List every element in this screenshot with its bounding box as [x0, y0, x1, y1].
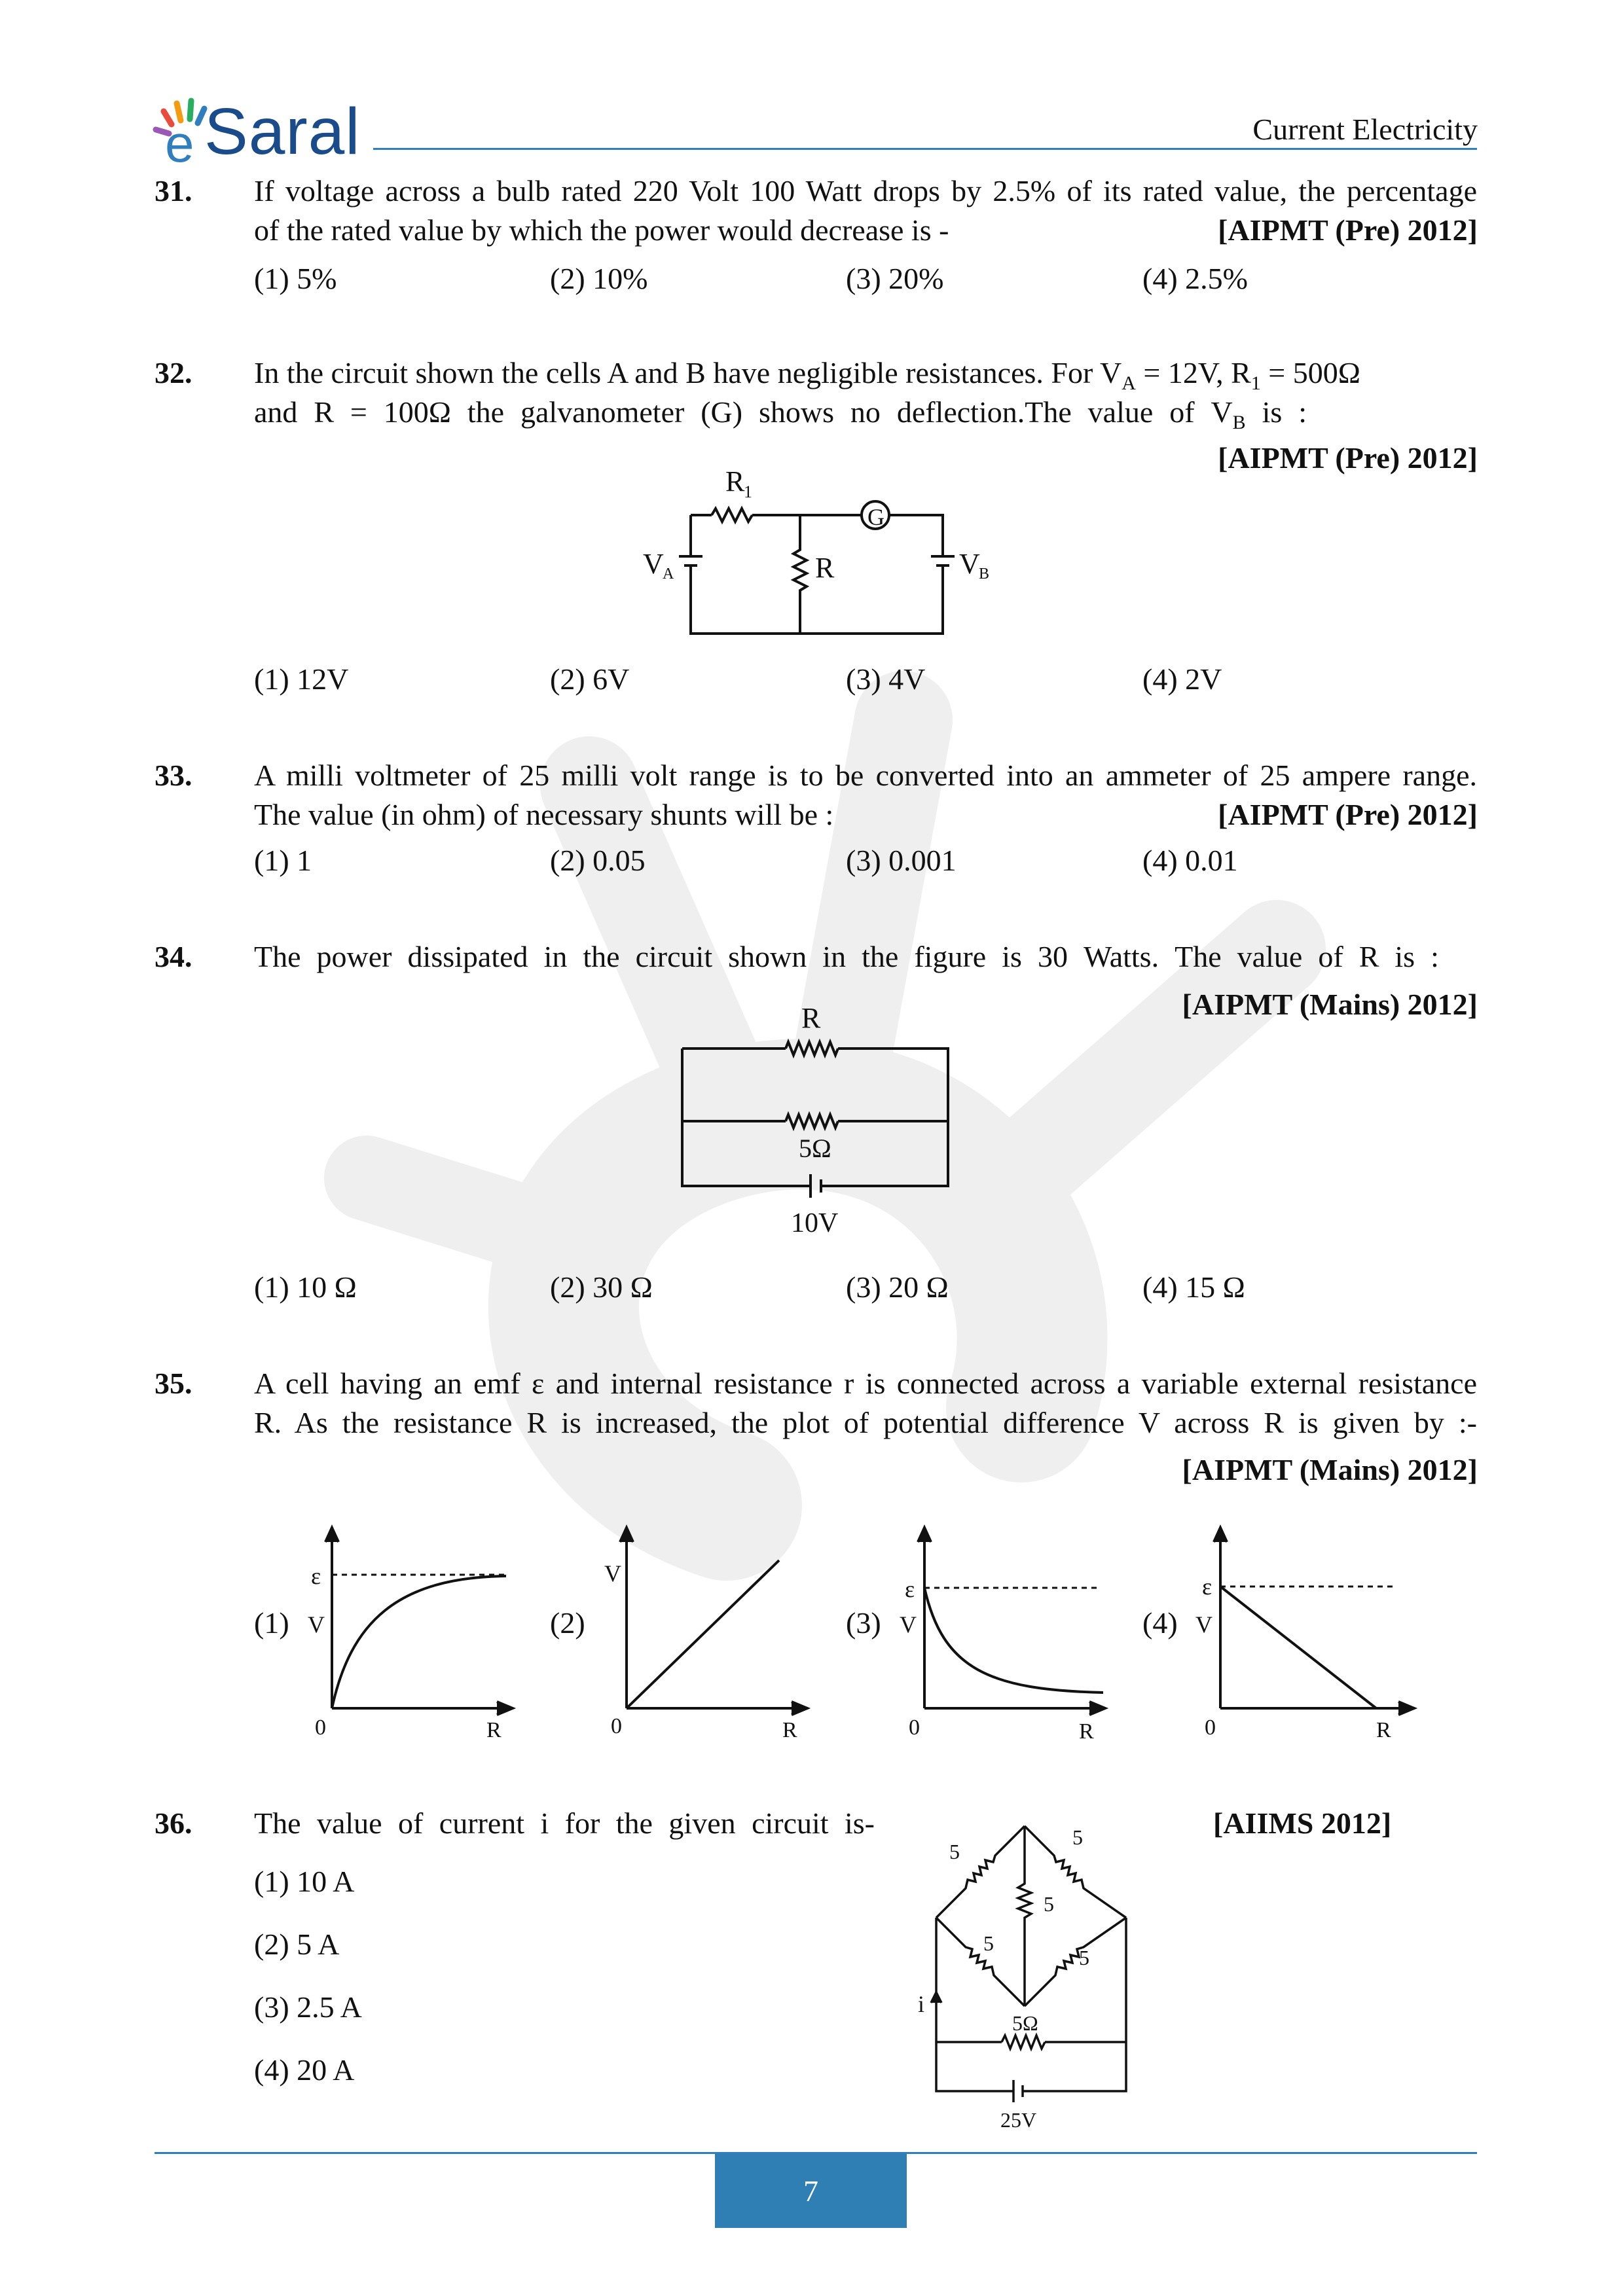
question-text: and R = 100Ω the galvanometer (G) shows no deflection.The value of $V_B$ is : — [254, 395, 1307, 434]
question-number: 31. — [155, 174, 192, 207]
svg-text:V: V — [900, 1611, 917, 1638]
question-text: The value (in ohm) of necessary shunts will be : — [254, 798, 834, 831]
exam-tag: [AIIMS 2012] — [1213, 1806, 1392, 1840]
svg-text:V: V — [308, 1611, 325, 1638]
option[interactable]: (1) 1 — [254, 844, 312, 877]
option[interactable]: (2) — [550, 1606, 585, 1640]
graph-option-1 — [298, 1518, 527, 1741]
exam-tag: [AIPMT (Pre) 2012] — [1218, 213, 1478, 247]
svg-text:ε: ε — [1202, 1573, 1213, 1600]
option[interactable]: (1) — [254, 1606, 289, 1640]
question-text: R. As the resistance R is increased, the plot of potential difference V across R is given by :- — [254, 1406, 1477, 1439]
svg-text:R: R — [782, 1718, 797, 1741]
circuit-diagram-q32 — [629, 458, 1021, 641]
svg-text:V: V — [1195, 1611, 1213, 1638]
svg-text:0: 0 — [1205, 1715, 1216, 1740]
option[interactable]: (2) 0.05 — [550, 844, 646, 877]
logo-text: Saral — [204, 95, 361, 168]
svg-text:5: 5 — [983, 1931, 994, 1955]
option[interactable]: (3) 20 Ω — [846, 1270, 949, 1304]
svg-text:0: 0 — [611, 1714, 622, 1738]
question-text: If voltage across a bulb rated 220 Volt 100 Watt drops by 2.5% of its rated value, the percentage — [254, 174, 1477, 207]
option[interactable]: (4) 0.01 — [1142, 844, 1238, 877]
question-text: In the circuit shown the cells A and B have negligible resistances. For $V_A = 12V$, $R_1 = 500\Omega$ — [254, 356, 1360, 395]
option[interactable]: (2) 30 Ω — [550, 1270, 653, 1304]
label-r: R — [801, 1002, 821, 1034]
logo-e: e — [165, 115, 194, 173]
question-number: 33. — [155, 759, 192, 792]
question-number: 32. — [155, 356, 192, 389]
question-text: of the rated value by which the power would decrease is - — [254, 213, 949, 247]
question-text: The power dissipated in the circuit shown in the figure is 30 Watts. The value of R is : — [254, 940, 1439, 973]
circuit-diagram-q34 — [655, 995, 982, 1244]
graph-option-2 — [593, 1518, 822, 1741]
exam-tag: [AIPMT (Pre) 2012] — [1218, 441, 1478, 475]
svg-text:ε: ε — [905, 1576, 915, 1602]
svg-text:0: 0 — [315, 1715, 326, 1740]
label-5-ohm: 5Ω — [799, 1134, 831, 1163]
option[interactable]: (1) 12V — [254, 662, 349, 696]
question-text: The value of current i for the given circuit is- — [254, 1806, 875, 1840]
svg-text:V: V — [604, 1560, 621, 1587]
option[interactable]: (4) 2V — [1142, 662, 1222, 696]
option[interactable]: (3) 20% — [846, 262, 944, 295]
option[interactable]: (3) 0.001 — [846, 844, 957, 877]
svg-text:ε: ε — [311, 1563, 321, 1589]
graph-option-3 — [890, 1518, 1120, 1741]
svg-text:5: 5 — [949, 1840, 960, 1863]
circuit-diagram-q36 — [903, 1806, 1152, 2134]
option[interactable]: (3) 4V — [846, 662, 926, 696]
graph-option-4 — [1186, 1518, 1422, 1741]
voltage-label: 25V — [1000, 2108, 1037, 2132]
svg-text:A: A — [663, 565, 674, 583]
svg-text:R: R — [486, 1718, 501, 1741]
galvanometer-label: G — [867, 504, 884, 530]
svg-text:5: 5 — [1044, 1892, 1054, 1916]
logo — [152, 92, 381, 173]
question-text: A milli voltmeter of 25 milli volt range is to be converted into an ammeter of 25 ampere range. — [254, 759, 1477, 792]
question-number: 36. — [155, 1806, 192, 1840]
svg-text:R: R — [1079, 1719, 1094, 1741]
label-10v: 10V — [791, 1208, 839, 1238]
option[interactable]: (4) 2.5% — [1142, 262, 1248, 295]
option[interactable]: (2) 5 A — [254, 1928, 340, 1961]
option[interactable]: (1) 10 Ω — [254, 1270, 357, 1304]
chapter-title: Current Electricity — [1252, 113, 1478, 146]
question-text: A cell having an emf ε and internal resistance r is connected across a variable external resistance — [254, 1367, 1477, 1400]
option[interactable]: (4) 15 Ω — [1142, 1270, 1245, 1304]
svg-text:5: 5 — [1079, 1946, 1089, 1969]
svg-text:1: 1 — [744, 482, 752, 501]
option[interactable]: (2) 6V — [550, 662, 630, 696]
svg-text:B: B — [979, 565, 990, 583]
option[interactable]: (3) 2.5 A — [254, 1990, 362, 2024]
svg-text:V: V — [959, 548, 980, 580]
svg-text:R: R — [1376, 1718, 1391, 1741]
label-r: R — [815, 552, 835, 584]
question-number: 34. — [155, 940, 192, 973]
exam-tag: [AIPMT (Pre) 2012] — [1218, 798, 1478, 831]
exam-tag: [AIPMT (Mains) 2012] — [1182, 988, 1478, 1021]
svg-text:5Ω: 5Ω — [1012, 2011, 1038, 2035]
page-number-box — [715, 2153, 907, 2228]
option[interactable]: (3) — [846, 1606, 881, 1640]
option[interactable]: (4) 20 A — [254, 2053, 355, 2087]
svg-text:0: 0 — [909, 1715, 920, 1740]
option[interactable]: (1) 10 A — [254, 1865, 355, 1898]
option[interactable]: (1) 5% — [254, 262, 337, 295]
option[interactable]: (2) 10% — [550, 262, 648, 295]
svg-text:5: 5 — [1072, 1825, 1083, 1849]
question-number: 35. — [155, 1367, 192, 1400]
label-r1: R — [725, 465, 745, 497]
exam-tag: [AIPMT (Mains) 2012] — [1182, 1453, 1478, 1486]
svg-text:V: V — [643, 548, 664, 580]
current-label: i — [918, 1991, 925, 2017]
option[interactable]: (4) — [1142, 1606, 1178, 1640]
page-number: 7 — [803, 2174, 818, 2208]
